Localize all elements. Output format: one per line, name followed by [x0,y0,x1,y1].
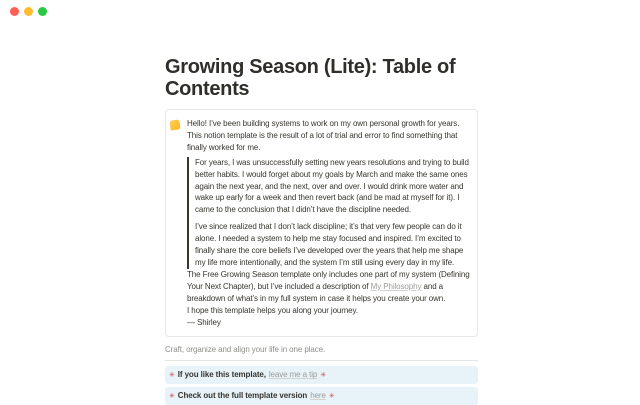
red-asterisk-icon: ✳ [169,392,175,400]
full-version-banner [165,387,478,405]
my-philosophy-link[interactable]: My Philosophy [370,281,422,291]
quote-block [187,157,472,269]
callout-intro-paragraph: Hello! I’ve been building systems to work on my own personal growth for years. This notion template is the result of a lot of trial and error to find something that finally worked for me. [187,119,460,152]
notion-page [165,0,478,405]
full-version-banner-text: Check out the full template version [177,391,308,401]
red-asterisk-icon: ✳ [320,371,327,379]
signature: — Shirley [187,317,221,327]
page-caption: Craft, organize and align your life in one place. [165,345,326,355]
red-asterisk-icon: ✳ [169,371,175,379]
minimize-button[interactable] [24,7,33,16]
zoom-button[interactable] [38,7,47,16]
callout-body [187,118,472,328]
close-button[interactable] [10,7,19,16]
tip-banner-text: If you like this template, [177,370,266,380]
divider [165,360,478,361]
outro-paragraph [187,269,472,305]
hope-line: I hope this template helps you along your journey. [187,305,358,315]
waving-hand-icon [169,119,180,130]
quote-paragraph: I’ve since realized that I don’t lack discipline; it’s that very few people can do it alone. I needed a system to help me stay focused and inspired. I’m excited to finally share the core beliefs I’ve developed over the years that help me shape my life more intentionally, and the system I’m still using every day in my life. [195,222,464,267]
quote-paragraph: For years, I was unsuccessfully setting new years resolutions and trying to build better habits. I would forget about my goals by March and make the same ones again the next year, and the next, over and over. I would drink more water and wake up early for a week and then revert back (and be mad at myself for it). I came to the conclusion that I didn’t have the discipline needed. [195,157,469,215]
outro-text-after: and a breakdown of what’s in my full system in case it helps you create your own. [187,281,446,303]
outro-text-before: The Free Growing Season template only includes one part of my system (Defining Your Next Chapter), but I’ve included a description of [187,269,470,291]
full-version-link[interactable]: here [310,391,326,401]
window-controls [10,7,47,16]
page-title: Growing Season (Lite): Table of Contents [165,56,456,100]
red-asterisk-icon: ✳ [328,392,335,400]
intro-callout [165,109,478,337]
tip-link[interactable]: leave me a tip [268,370,318,380]
tip-banner [165,366,478,384]
